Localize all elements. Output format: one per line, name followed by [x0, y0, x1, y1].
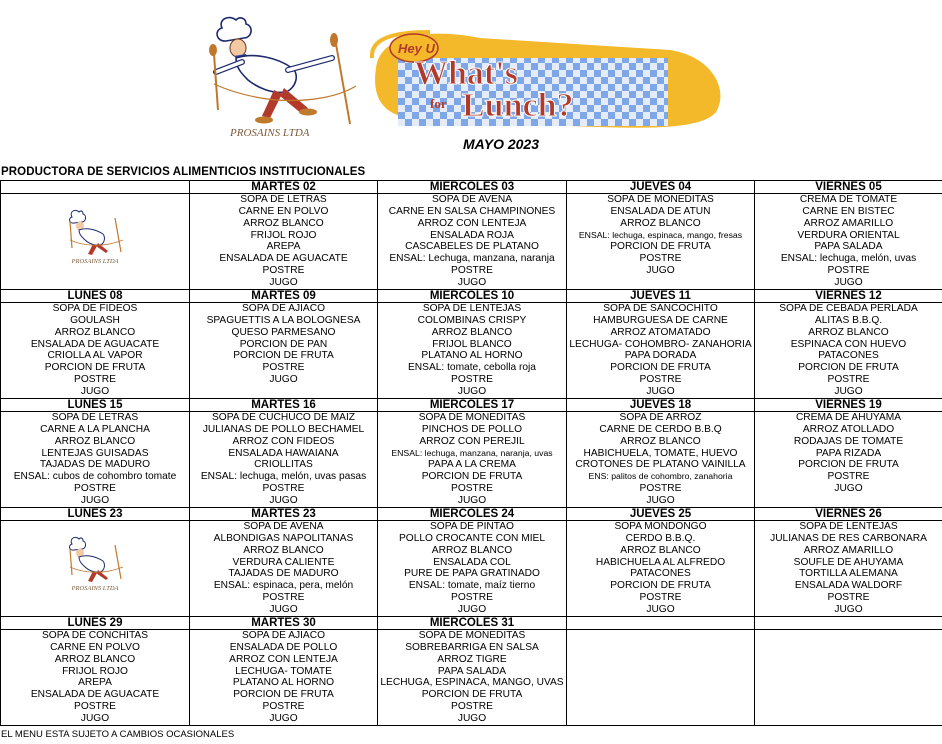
menu-item: RODAJAS DE TOMATE — [793, 435, 904, 447]
day-menu-cell — [378, 630, 567, 726]
lunch-menu-table — [0, 180, 942, 726]
menu-item: SOPA DE LETRAS — [51, 412, 139, 423]
menu-item: JUGO — [269, 712, 298, 724]
day-title: MIERCOLES 17 — [378, 399, 567, 412]
menu-item: CRIOLLITAS — [254, 459, 313, 471]
day-menu-cell — [378, 521, 567, 617]
day-menu-cell — [1, 194, 190, 290]
menu-item: ARROZ TIGRE — [437, 653, 507, 665]
day-menu-cell — [1, 630, 190, 726]
menu-item: PLATANO AL HORNO — [232, 677, 335, 689]
menu-item: JUGO — [646, 385, 675, 397]
menu-item: ARROZ ATOLLADO — [802, 423, 895, 435]
menu-item: POSTRE — [262, 362, 305, 374]
menu-item: ENSALADA DE AGUACATE — [30, 689, 160, 701]
menu-item: JULIANAS DE POLLO BECHAMEL — [202, 423, 365, 435]
menu-item: ARROZ BLANCO — [54, 435, 136, 447]
menu-item: ALITAS B.B.Q. — [814, 314, 883, 326]
menu-item: POSTRE — [639, 592, 682, 604]
menu-item: PORCION DE FRUTA — [421, 689, 523, 701]
menu-item: JUGO — [834, 603, 863, 615]
day-menu-cell — [755, 521, 942, 617]
menu-item: ENSAL: lechuga, espinaca, mango, fresas — [578, 229, 743, 240]
day-menu-cell — [1, 412, 190, 508]
menu-item: ARROZ BLANCO — [243, 544, 324, 556]
day-menu-cell — [567, 194, 755, 290]
menu-item: ARROZ BLANCO — [54, 653, 136, 665]
menu-item: LENTEJAS GUISADAS — [41, 447, 149, 459]
chef-thumbnail-caption: PROSAINS LTDA — [71, 585, 119, 592]
menu-item: ARROZ BLANCO — [431, 544, 513, 556]
menu-item: ARROZ BLANCO — [620, 435, 701, 447]
menu-item: POSTRE — [639, 374, 682, 386]
menu-item: PLATANO AL HORNO — [421, 350, 523, 362]
menu-item: POSTRE — [827, 592, 870, 604]
menu-item: CARNE EN BISTEC — [802, 205, 895, 217]
month-title: MAYO 2023 — [463, 136, 539, 152]
menu-item: ENSALADA WALDORF — [794, 580, 903, 592]
day-menu-cell — [190, 194, 378, 290]
menu-item: FRIJOL ROJO — [62, 665, 128, 677]
day-menu-cell — [567, 412, 755, 508]
week-menu-row — [1, 303, 942, 399]
menu-item: JUGO — [80, 712, 110, 724]
menu-item: JUGO — [834, 385, 863, 397]
day-menu-cell — [755, 412, 942, 508]
menu-item: SOPA DE ARROZ — [619, 412, 702, 423]
menu-item: HABICHUELA AL ALFREDO — [595, 556, 726, 568]
day-menu-cell — [190, 630, 378, 726]
menu-item: SOUFLE DE AHUYAMA — [793, 556, 904, 568]
menu-item: ENSAL: espinaca, pera, melón — [213, 580, 354, 592]
week-header-row — [1, 508, 942, 521]
menu-item: ARROZ BLANCO — [620, 217, 701, 229]
day-menu-cell — [567, 630, 755, 726]
menu-item: POSTRE — [827, 265, 870, 277]
menu-item: TORTILLA ALEMANA — [799, 568, 898, 580]
day-menu-cell — [190, 303, 378, 399]
menu-item: SOPA DE LENTEJAS — [422, 303, 522, 314]
menu-item: ARROZ AMARILLO — [803, 544, 894, 556]
menu-item: POSTRE — [827, 374, 870, 386]
day-menu-cell — [1, 303, 190, 399]
week-menu-row — [1, 412, 942, 508]
day-menu-cell — [378, 303, 567, 399]
menu-item: PORCION DE FRUTA — [233, 689, 334, 701]
menu-item: JUGO — [269, 603, 298, 615]
menu-item: JUGO — [269, 494, 298, 506]
day-title: JUEVES 18 — [567, 399, 755, 412]
menu-item: SOPA DE LETRAS — [240, 194, 327, 205]
menu-item: ARROZ BLANCO — [431, 326, 513, 338]
week-header-row — [1, 617, 942, 630]
menu-item: POSTRE — [639, 483, 682, 495]
menu-item: PORCION DE FRUTA — [798, 459, 899, 471]
menu-item: CARNE DE CERDO B.B.Q — [599, 423, 722, 435]
menu-item: POSTRE — [451, 374, 493, 386]
menu-item: PAPA DORADA — [624, 350, 697, 362]
day-title: LUNES 23 — [1, 508, 190, 521]
day-title: VIERNES 26 — [755, 508, 942, 521]
menu-item: SOPA DE FIDEOS — [52, 303, 138, 314]
menu-item: JUGO — [646, 265, 675, 277]
menu-item: CASCABELES DE PLATANO — [405, 241, 539, 253]
menu-item: POSTRE — [451, 483, 493, 495]
menu-item: HABICHUELA, TOMATE, HUEVO — [583, 447, 738, 459]
day-title: MARTES 30 — [190, 617, 378, 630]
menu-item: ESPINACA CON HUEVO — [790, 338, 907, 350]
day-menu-cell — [755, 303, 942, 399]
menu-item: SOPA DE SANCOCHITO — [603, 303, 718, 314]
menu-item: VERDURA CALIENTE — [232, 556, 335, 568]
menu-item: PAPA RIZADA — [815, 447, 882, 459]
week-menu-row — [1, 194, 942, 290]
menu-item: LECHUGA- COHOMBRO- ZANAHORIA — [569, 338, 752, 350]
menu-item: JULIANAS DE RES CARBONARA — [770, 532, 927, 544]
chef-illustration — [196, 14, 366, 140]
day-title: MARTES 09 — [190, 290, 378, 303]
chef-thumbnail-icon — [63, 535, 127, 585]
menu-item: JUGO — [646, 603, 675, 615]
menu-item: JUGO — [457, 385, 487, 397]
menu-item: ENSAL: Lechuga, manzana, naranja — [389, 253, 555, 265]
day-title: MARTES 23 — [190, 508, 378, 521]
menu-item: PORCION DE FRUTA — [44, 362, 146, 374]
menu-item: SOBREBARRIGA EN SALSA — [405, 641, 539, 653]
day-menu-cell — [1, 521, 190, 617]
menu-item: JUGO — [457, 712, 487, 724]
menu-item: POSTRE — [827, 471, 870, 483]
day-title: MIERCOLES 24 — [378, 508, 567, 521]
menu-item: JUGO — [457, 276, 487, 288]
menu-item: CREMA DE AHUYAMA — [795, 412, 902, 423]
menu-item: ENSALADA DE POLLO — [229, 641, 338, 653]
menu-item: GOULASH — [70, 314, 120, 326]
week-header-row — [1, 181, 942, 194]
menu-item: ARROZ CON LENTEJA — [229, 653, 338, 665]
menu-item: SOPA DE LENTEJAS — [799, 521, 898, 532]
menu-item: ARROZ CON FIDEOS — [232, 435, 335, 447]
menu-item: ENSAL: lechuga, melón, uvas — [780, 253, 917, 265]
logo-hey-u: Hey U — [398, 41, 435, 56]
menu-item: SOPA DE AVENA — [243, 521, 324, 532]
menu-item: POSTRE — [262, 701, 305, 713]
menu-item: PORCION DE FRUTA — [610, 241, 711, 253]
menu-item: SOPA DE AVENA — [431, 194, 513, 205]
menu-item: ARROZ CON LENTEJA — [417, 217, 527, 229]
menu-item: ENSAL: tomate, cebolla roja — [408, 362, 536, 374]
menu-item: SOPA DE CEBADA PERLADA — [779, 303, 918, 314]
menu-item: PORCION DE FRUTA — [421, 471, 523, 483]
menu-item: ALBONDIGAS NAPOLITANAS — [213, 532, 354, 544]
day-title: MARTES 16 — [190, 399, 378, 412]
menu-item: ENSAL: cubos de cohombro tomate — [13, 471, 177, 483]
menu-item: ENSAL: tomate, maíz tierno — [408, 580, 536, 592]
menu-item: SOPA DE MONEDITAS — [418, 412, 526, 423]
menu-item: LECHUGA, ESPINACA, MANGO, UVAS — [380, 677, 564, 689]
day-title: JUEVES 25 — [567, 508, 755, 521]
menu-item: PORCION DE FRUTA — [233, 350, 334, 362]
menu-item: POSTRE — [262, 483, 305, 495]
menu-item: CROTONES DE PLATANO VAINILLA — [575, 459, 746, 471]
menu-item: LECHUGA- TOMATE — [235, 665, 332, 677]
menu-item: VERDURA ORIENTAL — [797, 229, 900, 241]
day-title: LUNES 29 — [1, 617, 190, 630]
menu-item: POSTRE — [74, 483, 116, 495]
day-title: VIERNES 19 — [755, 399, 942, 412]
menu-item: SPAGUETTIS A LA BOLOGÑESA — [206, 314, 361, 326]
menu-item: JUGO — [834, 276, 863, 288]
menu-item: POSTRE — [639, 253, 682, 265]
menu-item: PORCION DE PAN — [239, 338, 328, 350]
menu-item: SOPA DE PINTAO — [430, 521, 514, 532]
week-header-row — [1, 290, 942, 303]
menu-item: SOPA DE CONCHITAS — [41, 630, 149, 641]
menu-item: PAPA A LA CREMA — [428, 459, 516, 471]
menu-item: TAJADAS DE MADURO — [39, 459, 151, 471]
menu-item: POSTRE — [262, 265, 305, 277]
menu-item: ENS: palitos de cohombro, zanahoria — [588, 471, 733, 482]
day-menu-cell — [567, 521, 755, 617]
menu-item: JUGO — [269, 276, 298, 288]
menu-item: FRIJOL ROJO — [250, 229, 317, 241]
day-title: MIERCOLES 10 — [378, 290, 567, 303]
week-menu-row — [1, 630, 942, 726]
menu-item: PORCION DE FRUTA — [610, 580, 711, 592]
chef-thumbnail-caption: PROSAINS LTDA — [71, 258, 119, 265]
menu-item: JUGO — [80, 494, 110, 506]
menu-item: PAPA SALADA — [437, 665, 507, 677]
logo-lunch: Lunch? — [462, 87, 574, 124]
day-menu-cell — [567, 303, 755, 399]
menu-item: ARROZ BLANCO — [54, 326, 136, 338]
menu-item: PAPA SALADA — [814, 241, 883, 253]
menu-item: ARROZ ATOMATADO — [610, 326, 711, 338]
day-menu-cell — [755, 630, 942, 726]
menu-item: JUGO — [457, 603, 487, 615]
menu-item: ENSAL: lechuga, manzana, naranja, uvas — [391, 447, 553, 458]
day-title — [567, 617, 755, 630]
day-title: LUNES 15 — [1, 399, 190, 412]
menu-item: POSTRE — [451, 701, 493, 713]
whats-for-lunch-logo — [370, 28, 730, 132]
menu-item: SOPA MONDONGO — [614, 521, 707, 532]
menu-item: CREMA DE TOMATE — [799, 194, 898, 205]
menu-item: POSTRE — [451, 592, 493, 604]
menu-item: CERDO B.B.Q. — [625, 532, 696, 544]
day-menu-cell — [378, 194, 567, 290]
day-title — [755, 617, 942, 630]
menu-item: ENSALADA HAWAIANA — [228, 447, 339, 459]
menu-item: POSTRE — [262, 592, 305, 604]
footer-note: EL MENU ESTA SUJETO A CAMBIOS OCASIONALES — [1, 729, 235, 740]
menu-item: SOPA DE MONEDITAS — [418, 630, 526, 641]
day-title: JUEVES 11 — [567, 290, 755, 303]
day-title: VIERNES 12 — [755, 290, 942, 303]
chef-thumbnail-icon — [63, 208, 127, 258]
menu-item: QUESO PARMESANO — [231, 326, 336, 338]
day-menu-cell — [755, 194, 942, 290]
chef-caption: PROSAINS LTDA — [230, 127, 310, 139]
menu-item: FRIJOL BLANCO — [432, 338, 512, 350]
menu-item: ENSALADA DE ATUN — [610, 205, 711, 217]
menu-item: SOPA DE CUCHUCO DE MAIZ — [211, 412, 356, 423]
week-menu-row — [1, 521, 942, 617]
day-title: MIERCOLES 03 — [378, 181, 567, 194]
menu-item: JUGO — [80, 385, 110, 397]
logo-whats: What's — [414, 55, 518, 92]
week-header-row — [1, 399, 942, 412]
menu-item: AREPA — [266, 241, 301, 253]
menu-item: CARNE EN POLVO — [50, 641, 140, 653]
menu-item: ENSALADA DE AGUACATE — [30, 338, 160, 350]
menu-item: JUGO — [834, 483, 863, 495]
day-title: MARTES 02 — [190, 181, 378, 194]
day-title — [1, 181, 190, 194]
menu-item: CARNE EN POLVO — [238, 205, 329, 217]
day-title: JUEVES 04 — [567, 181, 755, 194]
menu-item: CARNE A LA PLANCHA — [40, 423, 150, 435]
menu-item: HAMBURGUESA DE CARNE — [593, 314, 728, 326]
logo-for: for — [430, 96, 447, 111]
menu-item: POSTRE — [451, 265, 493, 277]
menu-item: PORCION DE FRUTA — [610, 362, 711, 374]
day-menu-cell — [378, 412, 567, 508]
menu-item: POLLO CROCANTE CON MIEL — [398, 532, 546, 544]
day-title: MIERCOLES 31 — [378, 617, 567, 630]
menu-item: PORCION DE FRUTA — [798, 362, 899, 374]
menu-item: CRIOLLA AL VAPOR — [47, 350, 143, 362]
menu-item: ARROZ CON PEREJIL — [419, 435, 525, 447]
menu-item: SOPA DE MONEDITAS — [607, 194, 714, 205]
menu-item: PATACONES — [818, 350, 879, 362]
menu-item: ENSALADA ROJA — [430, 229, 514, 241]
menu-item: ARROZ BLANCO — [620, 544, 701, 556]
day-menu-cell — [190, 412, 378, 508]
menu-item: JUGO — [457, 494, 487, 506]
menu-item: PATACONES — [630, 568, 691, 580]
company-name: PRODUCTORA DE SERVICIOS ALIMENTICIOS INSTITUCIONALES — [1, 166, 366, 178]
menu-item: ARROZ BLANCO — [243, 217, 324, 229]
menu-item: TAJADAS DE MADURO — [228, 568, 339, 580]
menu-item: AREPA — [78, 677, 112, 689]
menu-item: PURE DE PAPA GRATINADO — [404, 568, 540, 580]
menu-item: POSTRE — [74, 374, 116, 386]
menu-item: JUGO — [269, 374, 298, 386]
menu-item: POSTRE — [74, 701, 116, 713]
menu-item: ENSALADA DE AGUACATE — [219, 253, 348, 265]
menu-item: ARROZ AMARILLO — [803, 217, 894, 229]
day-title: VIERNES 05 — [755, 181, 942, 194]
menu-item: SOPA DE AJIACO — [241, 630, 326, 641]
menu-item: ARROZ BLANCO — [808, 326, 889, 338]
menu-item: CARNE EN SALSA CHAMPIÑONES — [388, 205, 556, 217]
menu-item: ENSAL: lechuga, melón, uvas pasas — [200, 471, 367, 483]
menu-item: ENSALADA COL — [433, 556, 511, 568]
menu-item: PINCHOS DE POLLO — [421, 423, 523, 435]
menu-item: COLOMBINAS CRISPY — [417, 314, 527, 326]
day-menu-cell — [190, 521, 378, 617]
day-title: LUNES 08 — [1, 290, 190, 303]
menu-item: JUGO — [646, 494, 675, 506]
menu-item: SOPA DE AJIACO — [241, 303, 326, 314]
